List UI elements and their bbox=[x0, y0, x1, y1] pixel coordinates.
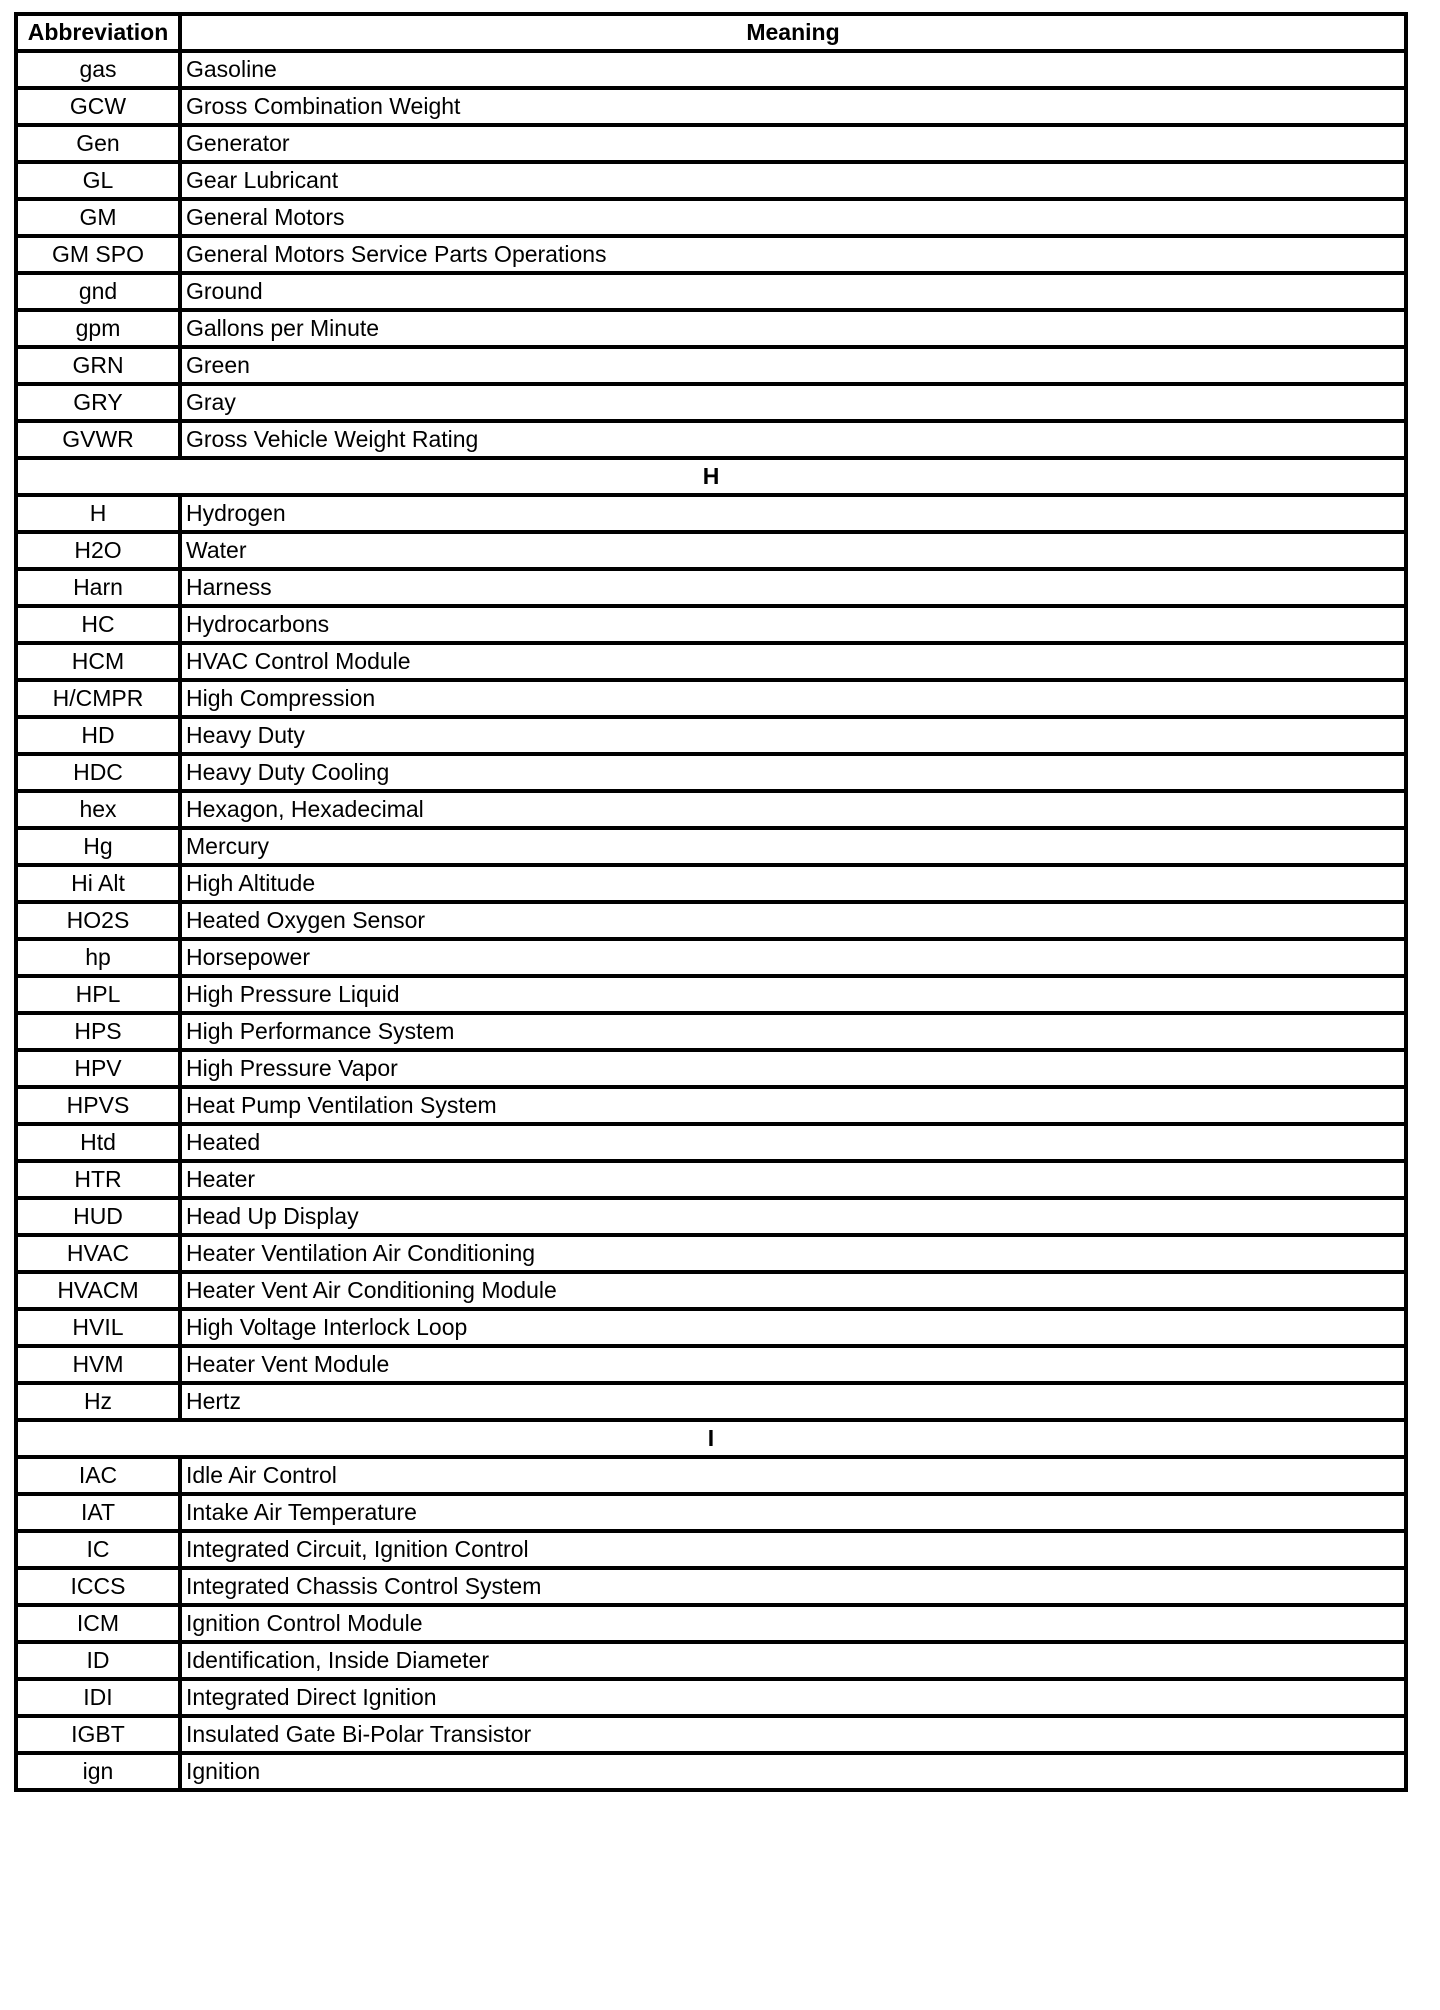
table-row bbox=[16, 236, 1406, 273]
abbreviation-cell: HVACM bbox=[16, 1272, 180, 1309]
table-row bbox=[16, 1346, 1406, 1383]
table-row bbox=[16, 1605, 1406, 1642]
abbreviation-cell: gnd bbox=[16, 273, 180, 310]
table-row bbox=[16, 976, 1406, 1013]
table-body bbox=[16, 51, 1406, 1790]
abbreviation-cell: Gen bbox=[16, 125, 180, 162]
meaning-cell: High Pressure Liquid bbox=[180, 976, 1406, 1013]
table-row bbox=[16, 1753, 1406, 1790]
meaning-cell: High Compression bbox=[180, 680, 1406, 717]
abbreviation-cell: ign bbox=[16, 1753, 180, 1790]
meaning-cell: Water bbox=[180, 532, 1406, 569]
abbreviation-cell: GM bbox=[16, 199, 180, 236]
abbreviation-cell: HVM bbox=[16, 1346, 180, 1383]
abbreviation-cell: Harn bbox=[16, 569, 180, 606]
abbreviation-cell: HUD bbox=[16, 1198, 180, 1235]
table-row bbox=[16, 88, 1406, 125]
abbreviation-cell: hp bbox=[16, 939, 180, 976]
meaning-column-header: Meaning bbox=[180, 14, 1406, 51]
table-row bbox=[16, 680, 1406, 717]
table-row bbox=[16, 1716, 1406, 1753]
table-row bbox=[16, 1642, 1406, 1679]
abbreviation-cell: ICM bbox=[16, 1605, 180, 1642]
meaning-cell: Green bbox=[180, 347, 1406, 384]
meaning-cell: Ignition Control Module bbox=[180, 1605, 1406, 1642]
abbreviation-cell: GRN bbox=[16, 347, 180, 384]
meaning-cell: Hexagon, Hexadecimal bbox=[180, 791, 1406, 828]
meaning-cell: Heater Vent Module bbox=[180, 1346, 1406, 1383]
meaning-cell: Identification, Inside Diameter bbox=[180, 1642, 1406, 1679]
abbreviation-cell: IDI bbox=[16, 1679, 180, 1716]
table-row bbox=[16, 606, 1406, 643]
meaning-cell: Ignition bbox=[180, 1753, 1406, 1790]
table-row bbox=[16, 1161, 1406, 1198]
table-row bbox=[16, 1494, 1406, 1531]
table-row bbox=[16, 717, 1406, 754]
meaning-cell: High Pressure Vapor bbox=[180, 1050, 1406, 1087]
abbreviation-cell: Hi Alt bbox=[16, 865, 180, 902]
meaning-cell: General Motors bbox=[180, 199, 1406, 236]
table-row bbox=[16, 1235, 1406, 1272]
abbreviation-cell: HO2S bbox=[16, 902, 180, 939]
table-row bbox=[16, 939, 1406, 976]
abbreviation-cell: H bbox=[16, 495, 180, 532]
table-row bbox=[16, 791, 1406, 828]
table-row bbox=[16, 1050, 1406, 1087]
abbreviation-cell: HDC bbox=[16, 754, 180, 791]
meaning-cell: Hydrocarbons bbox=[180, 606, 1406, 643]
meaning-cell: Hydrogen bbox=[180, 495, 1406, 532]
abbreviation-cell: GVWR bbox=[16, 421, 180, 458]
table-row bbox=[16, 1383, 1406, 1420]
abbreviation-cell: HPVS bbox=[16, 1087, 180, 1124]
abbreviation-cell: hex bbox=[16, 791, 180, 828]
abbreviation-cell: Htd bbox=[16, 1124, 180, 1161]
meaning-cell: High Altitude bbox=[180, 865, 1406, 902]
table-row bbox=[16, 1531, 1406, 1568]
meaning-cell: Head Up Display bbox=[180, 1198, 1406, 1235]
meaning-cell: Heater Ventilation Air Conditioning bbox=[180, 1235, 1406, 1272]
meaning-cell: Insulated Gate Bi-Polar Transistor bbox=[180, 1716, 1406, 1753]
table-row bbox=[16, 495, 1406, 532]
table-row bbox=[16, 1679, 1406, 1716]
table-row bbox=[16, 828, 1406, 865]
abbreviation-cell: IAT bbox=[16, 1494, 180, 1531]
meaning-cell: Integrated Chassis Control System bbox=[180, 1568, 1406, 1605]
table-row bbox=[16, 1198, 1406, 1235]
table-row bbox=[16, 1087, 1406, 1124]
meaning-cell: Generator bbox=[180, 125, 1406, 162]
meaning-cell: Harness bbox=[180, 569, 1406, 606]
meaning-cell: Heater bbox=[180, 1161, 1406, 1198]
abbreviation-column-header: Abbreviation bbox=[16, 14, 180, 51]
abbreviation-cell: HPL bbox=[16, 976, 180, 1013]
meaning-cell: High Performance System bbox=[180, 1013, 1406, 1050]
table-row bbox=[16, 199, 1406, 236]
abbreviation-cell: H2O bbox=[16, 532, 180, 569]
meaning-cell: Heated bbox=[180, 1124, 1406, 1161]
meaning-cell: Heated Oxygen Sensor bbox=[180, 902, 1406, 939]
table-row bbox=[16, 1013, 1406, 1050]
table-header bbox=[16, 14, 1406, 51]
section-row bbox=[16, 458, 1406, 495]
table-row bbox=[16, 162, 1406, 199]
abbreviation-cell: H/CMPR bbox=[16, 680, 180, 717]
meaning-cell: Integrated Direct Ignition bbox=[180, 1679, 1406, 1716]
table-row bbox=[16, 1568, 1406, 1605]
meaning-cell: Ground bbox=[180, 273, 1406, 310]
abbreviation-cell: HTR bbox=[16, 1161, 180, 1198]
meaning-cell: Hertz bbox=[180, 1383, 1406, 1420]
abbreviation-cell: IC bbox=[16, 1531, 180, 1568]
table-row bbox=[16, 1309, 1406, 1346]
table-row bbox=[16, 347, 1406, 384]
meaning-cell: Heat Pump Ventilation System bbox=[180, 1087, 1406, 1124]
abbreviation-cell: ICCS bbox=[16, 1568, 180, 1605]
table-row bbox=[16, 1457, 1406, 1494]
table-row bbox=[16, 310, 1406, 347]
abbreviation-cell: HC bbox=[16, 606, 180, 643]
abbreviation-cell: gas bbox=[16, 51, 180, 88]
meaning-cell: Gross Combination Weight bbox=[180, 88, 1406, 125]
table-row bbox=[16, 643, 1406, 680]
abbreviation-cell: GRY bbox=[16, 384, 180, 421]
table-row bbox=[16, 569, 1406, 606]
meaning-cell: Gallons per Minute bbox=[180, 310, 1406, 347]
meaning-cell: Gross Vehicle Weight Rating bbox=[180, 421, 1406, 458]
meaning-cell: Heater Vent Air Conditioning Module bbox=[180, 1272, 1406, 1309]
abbreviation-cell: HD bbox=[16, 717, 180, 754]
table-row bbox=[16, 1124, 1406, 1161]
abbreviation-cell: HVAC bbox=[16, 1235, 180, 1272]
meaning-cell: Gasoline bbox=[180, 51, 1406, 88]
table-row bbox=[16, 1272, 1406, 1309]
abbreviation-cell: gpm bbox=[16, 310, 180, 347]
abbreviation-cell: Hg bbox=[16, 828, 180, 865]
table-row bbox=[16, 532, 1406, 569]
meaning-cell: Mercury bbox=[180, 828, 1406, 865]
meaning-cell: General Motors Service Parts Operations bbox=[180, 236, 1406, 273]
section-heading: I bbox=[16, 1420, 1406, 1457]
abbreviation-cell: Hz bbox=[16, 1383, 180, 1420]
abbreviation-cell: HPV bbox=[16, 1050, 180, 1087]
abbreviation-cell: GCW bbox=[16, 88, 180, 125]
section-heading: H bbox=[16, 458, 1406, 495]
meaning-cell: Intake Air Temperature bbox=[180, 1494, 1406, 1531]
abbreviation-cell: GM SPO bbox=[16, 236, 180, 273]
table-row bbox=[16, 754, 1406, 791]
abbreviation-cell: IGBT bbox=[16, 1716, 180, 1753]
meaning-cell: Gray bbox=[180, 384, 1406, 421]
table-row bbox=[16, 125, 1406, 162]
table-row bbox=[16, 51, 1406, 88]
table-row bbox=[16, 865, 1406, 902]
abbreviation-cell: IAC bbox=[16, 1457, 180, 1494]
abbreviation-cell: HPS bbox=[16, 1013, 180, 1050]
meaning-cell: Gear Lubricant bbox=[180, 162, 1406, 199]
abbreviation-cell: HCM bbox=[16, 643, 180, 680]
table-row bbox=[16, 273, 1406, 310]
table-row bbox=[16, 384, 1406, 421]
table-row bbox=[16, 421, 1406, 458]
table-row bbox=[16, 902, 1406, 939]
meaning-cell: HVAC Control Module bbox=[180, 643, 1406, 680]
meaning-cell: Idle Air Control bbox=[180, 1457, 1406, 1494]
meaning-cell: Heavy Duty Cooling bbox=[180, 754, 1406, 791]
section-row bbox=[16, 1420, 1406, 1457]
abbreviation-table bbox=[14, 12, 1408, 1792]
abbreviation-cell: GL bbox=[16, 162, 180, 199]
meaning-cell: Horsepower bbox=[180, 939, 1406, 976]
meaning-cell: Integrated Circuit, Ignition Control bbox=[180, 1531, 1406, 1568]
meaning-cell: Heavy Duty bbox=[180, 717, 1406, 754]
meaning-cell: High Voltage Interlock Loop bbox=[180, 1309, 1406, 1346]
header-row bbox=[16, 14, 1406, 51]
abbreviation-cell: HVIL bbox=[16, 1309, 180, 1346]
abbreviation-cell: ID bbox=[16, 1642, 180, 1679]
